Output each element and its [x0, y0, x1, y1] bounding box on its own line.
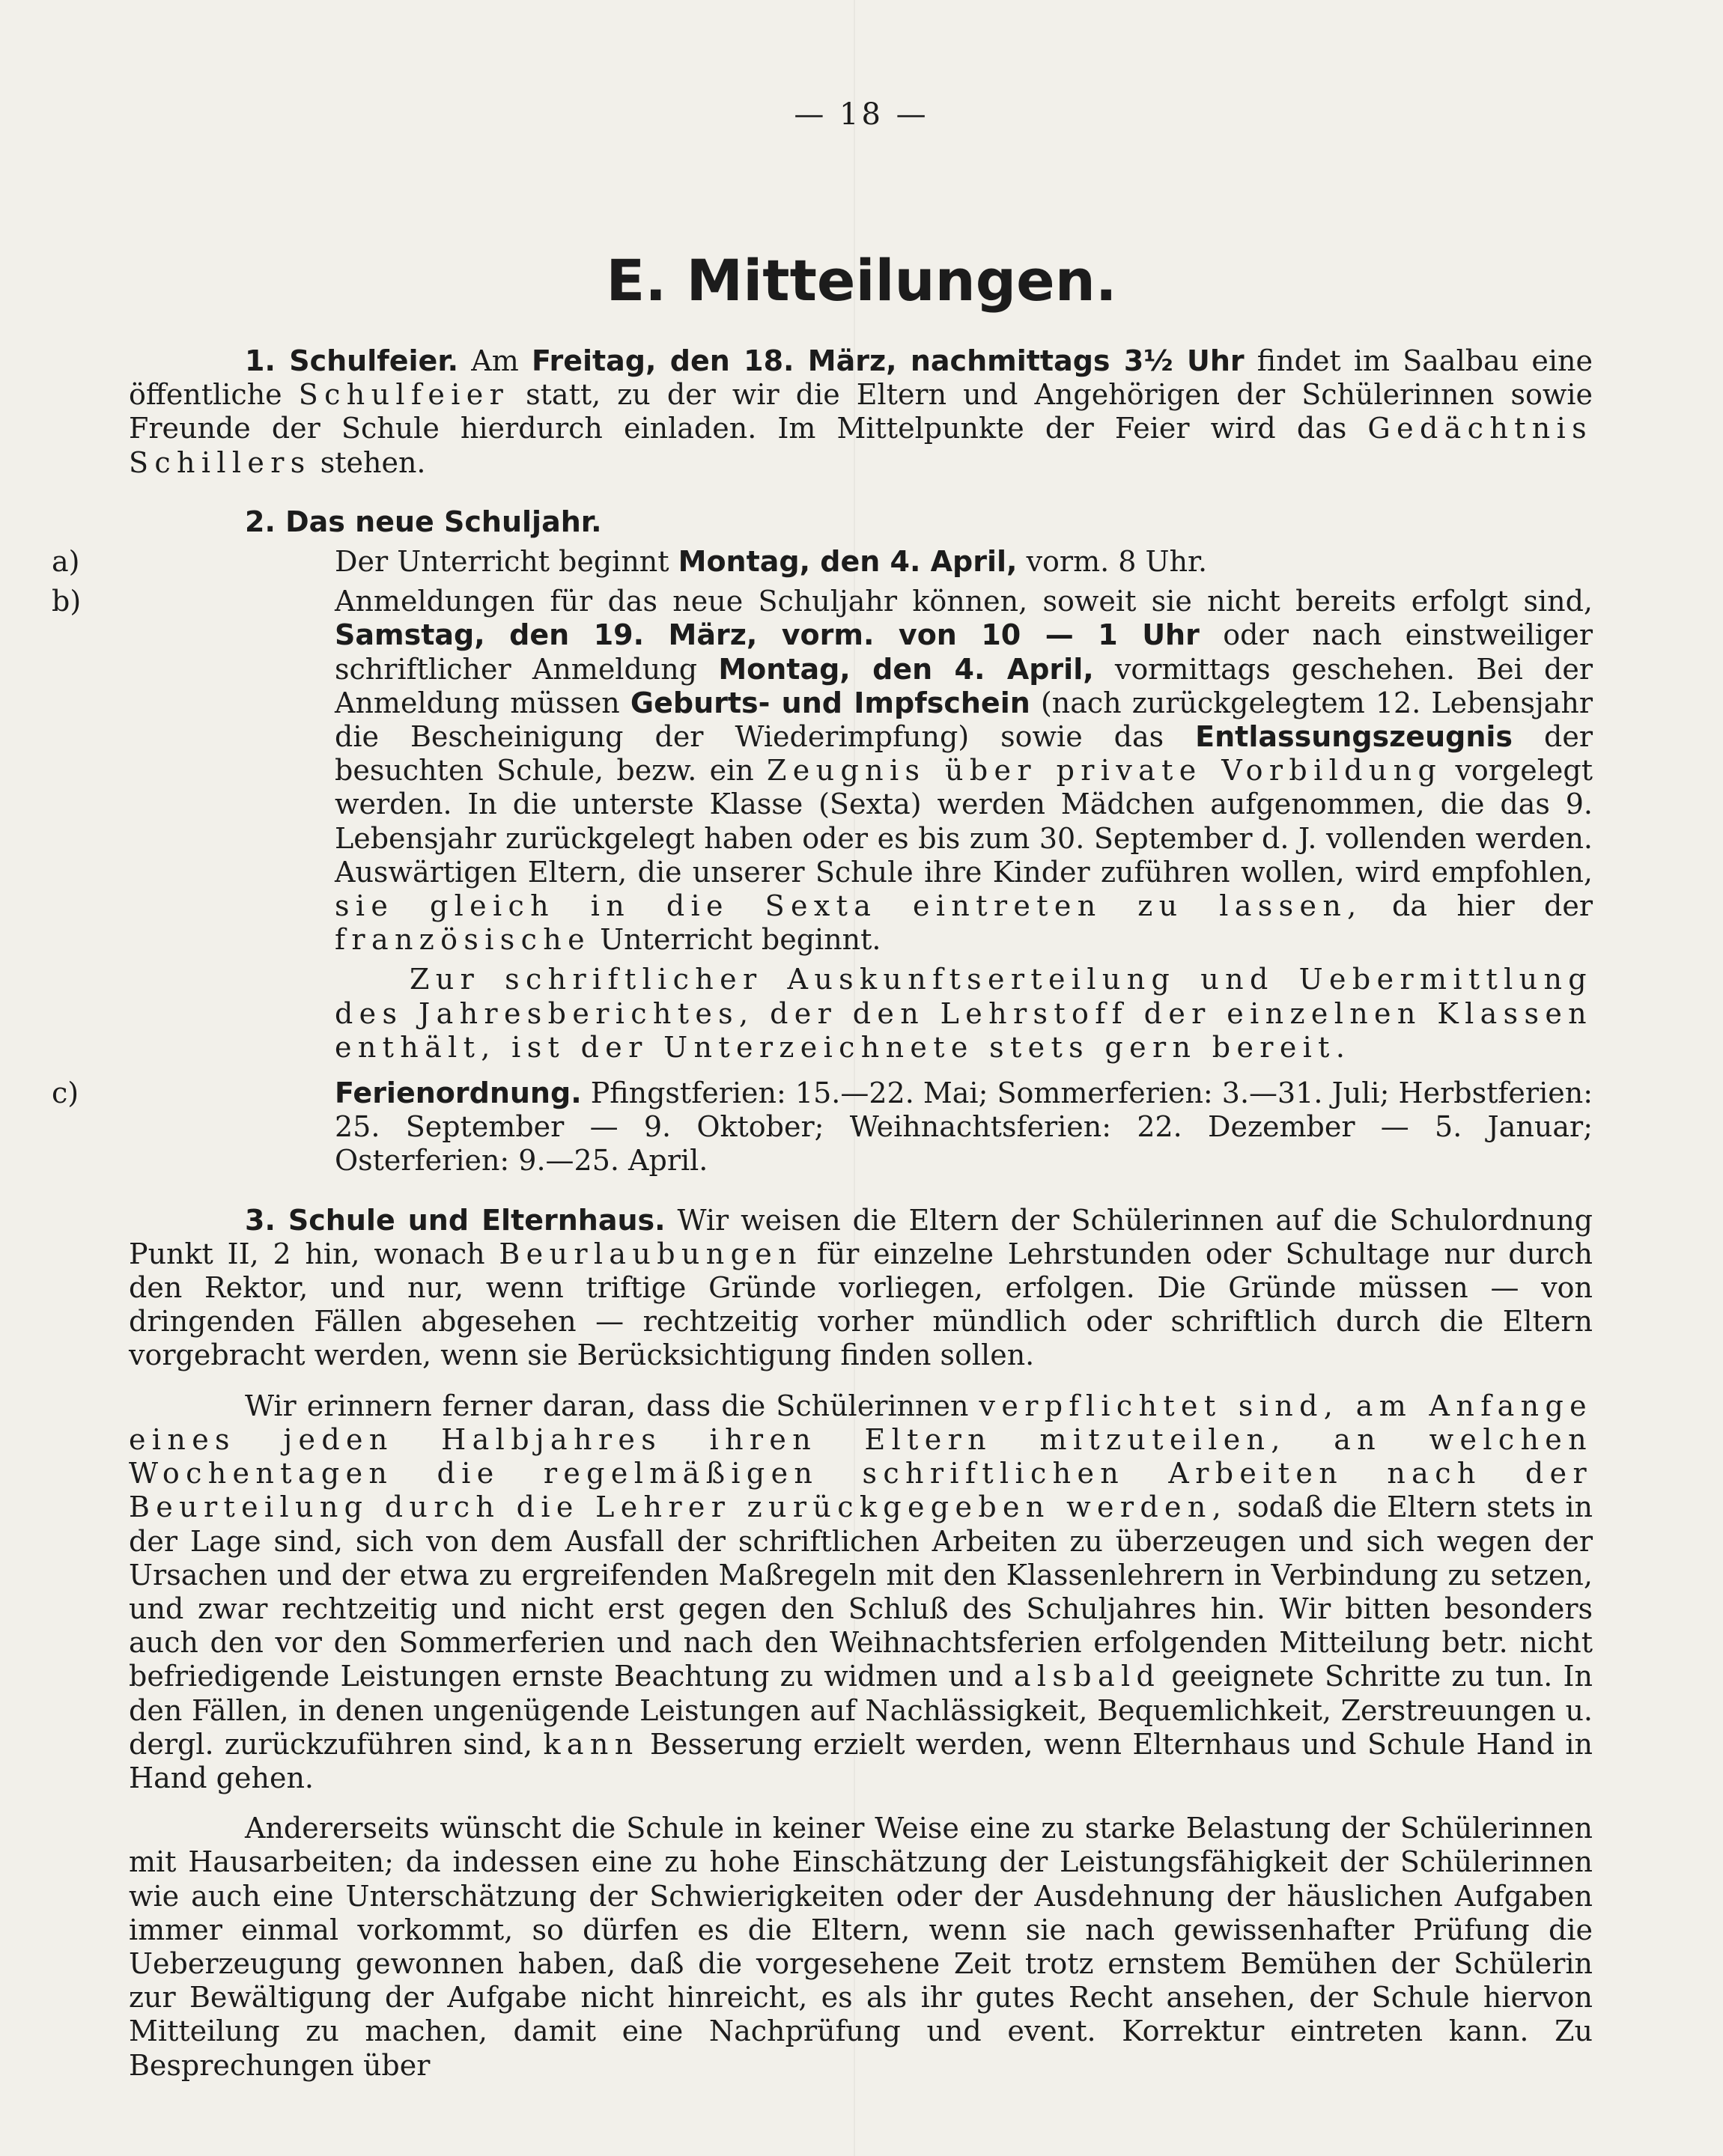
page-number: — 18 —: [794, 97, 929, 132]
text-run: Anmeldungen für das neue Schuljahr können, soweit sie nicht bereits erfolgt sind,: [335, 585, 1593, 618]
bold-run: Montag, den 4. April,: [678, 545, 1018, 579]
text-run: der besuchten Schule, bezw. ein: [335, 720, 1593, 788]
schuljahr-item-c: [52, 1077, 1593, 1178]
text-run: findet im Saalbau eine öffentliche: [129, 344, 1593, 412]
spaced-run: Gedächtnis Schillers: [129, 412, 1593, 479]
text-run: für einzelne Lehrstunden oder Schultage nur durch den Rektor, und nur, wenn triftige Gründe vorliegen, erfolgen. Die Gründe müssen — von dringenden Fällen abgesehen — rechtzeitig vorher mündlich oder schriftlich durch die Eltern vorgebracht werden, wenn sie Berücksichtigung finden sollen.: [129, 1237, 1593, 1372]
text-run: stehen.: [311, 445, 426, 479]
bold-run: Geburts- und Impfschein: [630, 686, 1030, 719]
text-run: statt, zu der wir die Eltern und Angehörigen der Schülerinnen sowie Freunde der Schule hierdurch einladen. Im Mittelpunkte der Feier wird das: [129, 378, 1593, 445]
item-label: b): [52, 585, 82, 618]
text-run: da hier der: [1362, 889, 1593, 923]
schuljahr-title-line: [129, 505, 1593, 539]
page-heading: E. Mitteilungen.: [606, 247, 1117, 314]
bold-run: Entlassungszeugnis: [1195, 720, 1513, 754]
schuljahr-item-a: [52, 545, 1593, 579]
body-text: [52, 344, 1593, 2083]
bold-run: Ferienordnung.: [335, 1077, 582, 1110]
spaced-run: sie gleich in die Sexta eintreten zu lassen,: [335, 889, 1363, 923]
text-run: vorm. 8 Uhr.: [1017, 545, 1208, 579]
text-run: vormittags geschehen. Bei der Anmeldung müssen: [335, 652, 1593, 719]
text-run: Am: [471, 344, 532, 377]
text-run: Unterricht beginnt.: [590, 923, 881, 957]
bold-run: Montag, den 4. April,: [718, 652, 1094, 686]
bold-run: Samstag, den 19. März, vorm. von 10 — 1 Uhr: [335, 618, 1200, 652]
item-label: a): [52, 545, 80, 579]
spaced-run: Beurlaubungen: [499, 1237, 803, 1270]
spaced-run: französische: [335, 923, 591, 957]
schulfeier-title: 1. Schulfeier.: [245, 344, 459, 377]
spaced-run: verpflichtet sind, am Anfange eines jeden Halbjahres ihren Eltern mitzuteilen, an welchen Wochentagen die regelmäßigen schriftlichen Arbeiten nach der Beurteilung durch die Lehrer zurückgegeben werden,: [129, 1389, 1593, 1524]
elternhaus-paragraph-1: [129, 1204, 1593, 1373]
elternhaus-paragraph-3: Andererseits wünscht die Schule in keiner Weise eine zu starke Belastung der Schülerinnen mit Hausarbeiten; da indessen eine zu hohe Einschätzung der Leistungsfähigkeit der Schülerinnen wie auch eine Unterschätzung der Schwierigkeiten oder der Ausdehnung der häuslichen Aufgaben immer einmal vorkommt, so dürfen es die Eltern, wenn sie nach gewissenhafter Prüfung die Ueberzeugung gewonnen haben, daß die vorgesehene Zeit trotz ernstem Bemühen der Schülerin zur Bewältigung der Aufgabe nicht hinreicht, es als ihr gutes Recht ansehen, der Schule hiervon Mitteilung zu machen, damit eine Nachprüfung und event. Korrektur eintreten kann. Zu Besprechungen über: [129, 1812, 1593, 2082]
text-run: oder nach einstweiliger schriftlicher Anmeldung: [335, 618, 1593, 686]
bold-run: Freitag, den 18. März, nachmittags 3½ Uhr: [531, 344, 1245, 377]
elternhaus-paragraph-2: [129, 1389, 1593, 1795]
item-label: c): [52, 1077, 79, 1110]
text-run: sodaß die Eltern stets in der Lage sind, sich von dem Ausfall der schriftlichen Arbeiten zu überzeugen und sich wegen der Ursachen und der etwa zu ergreifenden Maßregeln mit den Klassenlehrern in Verbindung zu setzen, und zwar rechtzeitig und nicht erst gegen den Schluß des Schuljahres hin. Wir bitten besonders auch den vor den Sommerferien und nach den Weihnachtsferien erfolgenden Mitteilung betr. nicht befriedigende Leistungen ernste Beachtung zu widmen und: [129, 1490, 1593, 1693]
text-run: geeignete Schritte zu tun. In den Fällen, in denen ungenügende Leistungen auf Nachlässigkeit, Bequemlichkeit, Zerstreuungen u. dergl. zurückzuführen sind,: [129, 1660, 1593, 1761]
spaced-run: Schulfeier: [298, 378, 510, 412]
text-run: Besserung erzielt werden, wenn Elternhaus und Schule Hand in Hand gehen.: [129, 1727, 1593, 1794]
text-run: vorgelegt werden. In die unterste Klasse (Sexta) werden Mädchen aufgenommen, die das 9. Lebensjahr zurückgelegt haben oder es bis zum 30. September d. J. vollenden werden. Auswärtigen Eltern, die unserer Schule ihre Kinder zuführen wollen, wird empfohlen,: [335, 754, 1593, 889]
text-run: (nach zurückgelegtem 12. Lebensjahr die Bescheinigung der Wiederimpfung) sowie das: [335, 686, 1593, 754]
schuljahr-item-b-paragraph-2: Zur schriftlicher Auskunftserteilung und Uebermittlung des Jahresberichtes, der den Lehrstoff der einzelnen Klassen enthält, ist der Unterzeichnete stets gern bereit.: [335, 963, 1593, 1064]
spaced-run: alsbald: [1013, 1660, 1161, 1693]
schuljahr-item-b: [52, 585, 1593, 957]
schuljahr-title: 2. Das neue Schuljahr.: [245, 505, 602, 538]
text-run: Pfingstferien: 15.—22. Mai; Sommerferien: 3.—31. Juli; Herbstferien: 25. September — 9. Oktober; Weihnachtsferien: 22. Dezember — 5. Januar; Osterferien: 9.—25. April.: [335, 1077, 1593, 1178]
spaced-run: Zeugnis über private Vorbildung: [767, 754, 1443, 788]
spaced-run: kann: [543, 1727, 639, 1761]
text-run: Wir weisen die Eltern der Schülerinnen auf die Schulordnung Punkt II, 2 hin, wonach: [129, 1203, 1593, 1270]
elternhaus-title: 3. Schule und Elternhaus.: [245, 1203, 666, 1237]
schulfeier-paragraph: [129, 344, 1593, 480]
text-run: Der Unterricht beginnt: [335, 545, 678, 579]
text-run: Wir erinnern ferner daran, dass die Schülerinnen: [245, 1389, 979, 1422]
